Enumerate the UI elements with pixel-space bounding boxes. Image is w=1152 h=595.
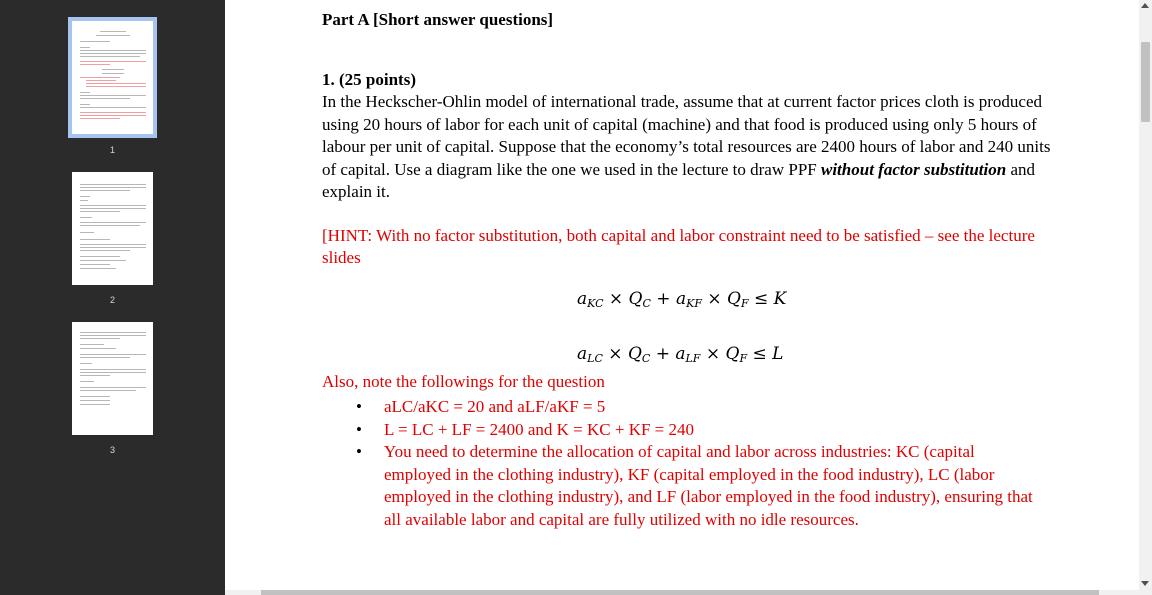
- page-number-1: 1: [109, 145, 115, 155]
- bullet-text: L = LC + LF = 2400 and K = KC + KF = 240: [384, 419, 695, 439]
- bullet-text: You need to determine the allocation of capital and labor across industries: KC (capital employed in the clothing industry), KF (capital employed in the food industry), LC (labor employed in the clothing industry), and LF (labor employed in the food industry), ensuring that all available labor and capital are fully utilized with no idle resources.: [384, 442, 1033, 529]
- hint-text: [HINT: With no factor substitution, both capital and labor constraint need to be satisfied – see the lecture slides: [322, 226, 1035, 267]
- bullet-item: [356, 396, 1046, 419]
- bullet-symbol: •: [356, 397, 362, 416]
- horizontal-scroll-thumb[interactable]: [261, 590, 1099, 595]
- question-title: 1. (25 points): [322, 70, 416, 89]
- bullet-item: [356, 419, 1046, 442]
- page-thumbnail-3[interactable]: [72, 322, 153, 435]
- thumbnail-sidebar: [0, 0, 225, 595]
- horizontal-scrollbar[interactable]: [225, 590, 1139, 595]
- labor-constraint-equation: $a_{LC} \times Q_C + a_{LF} \times Q_F \le L$: [577, 344, 784, 365]
- note-bullet-list: [356, 396, 1046, 531]
- question-text-emphasis: without factor substitution: [821, 159, 1007, 179]
- vertical-scroll-thumb[interactable]: [1141, 42, 1150, 122]
- page-number-2: 2: [109, 295, 115, 305]
- capital-constraint-equation: $a_{KC} \times Q_C + a_{KF} \times Q_F \le K$: [577, 289, 787, 310]
- bullet-symbol: •: [356, 442, 362, 461]
- section-heading: Part A [Short answer questions]: [322, 10, 554, 29]
- document-viewer: [225, 0, 1152, 595]
- question-text-part2: and explain it.: [322, 159, 1035, 201]
- page-thumbnail-2[interactable]: [72, 172, 153, 285]
- also-note: Also, note the followings for the question: [322, 372, 605, 391]
- bullet-symbol: •: [356, 419, 362, 439]
- bullet-text: aLC/aKC = 20 and aLF/aKF = 5: [384, 397, 606, 416]
- question-text-part1: In the Heckscher-Ohlin model of international trade, assume that at current factor prices cloth is produced using 20 hours of labor for each unit of capital (machine) and that food is produced using only 5 hours of labour per unit of capital. Suppose that the economy’s total resources are 2400 hours of labor and 240 units of capital. Use a diagram like the one we used in the lecture to draw PPF: [322, 92, 1051, 179]
- question-text: [322, 91, 1057, 204]
- page-number-3: 3: [109, 445, 115, 455]
- scroll-down-arrow-icon[interactable]: [1141, 581, 1149, 586]
- scroll-up-arrow-icon[interactable]: [1141, 3, 1149, 8]
- bullet-item: [356, 441, 1046, 531]
- vertical-scrollbar[interactable]: [1139, 0, 1152, 595]
- page-thumbnail-1[interactable]: [68, 17, 157, 138]
